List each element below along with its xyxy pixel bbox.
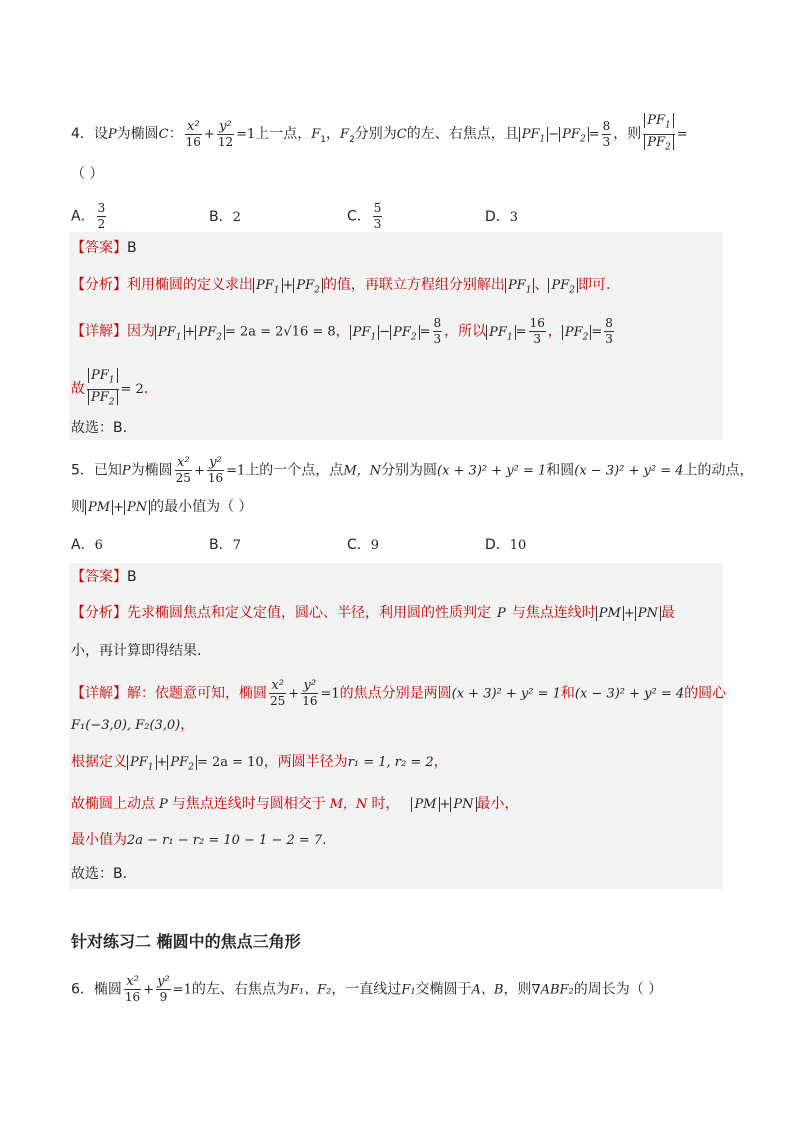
q4-option-b: B．2 [209, 208, 241, 225]
q5-option-a: A．6 [71, 537, 103, 553]
q5-minimum: 最小值为2a − r₁ − r₂ = 10 − 1 − 2 = 7. [71, 832, 327, 848]
q4-analysis: 【分析】利用椭圆的定义求出 $PF_1 + PF_2$ 的值，再联立方程组分别解出 $PF_1$ 、 $PF_2$ 即可. [71, 277, 611, 296]
q5-detail: 【详解】解：依题意可知，椭圆 $\frac{\text{x²}}{25}$ + $\frac{\text{y²}}{16}$ =1的焦点分别是两圆(x + 3)² + y² = 1和(x − 3)² + y² = 4的圆心 [71, 678, 727, 708]
q5-answer: 【答案】B [71, 569, 137, 585]
q5-stem: 5．已知P为椭圆 $\frac{\text{x²}}{25}$ + $\frac{\text{y²}}{16}$ =1上的一个点，点M，N分别为圆(x + 3)² + y² = 1和圆(x − 3)² + y² = 4上的动点， [71, 455, 754, 485]
q4-option-a: A． $\frac{3}{2}$ [71, 201, 106, 231]
q5-foci: F₁(−3,0), F₂(3,0)， [71, 717, 195, 733]
q5-option-d: D．10 [485, 537, 527, 553]
q4-option-c: C． $\frac{5}{3}$ [347, 201, 382, 231]
q5-analysis: 【分析】先求椭圆焦点和定义定值，圆心、半径，利用圆的性质判定 P 与焦点连线时 PM + PN 最 [71, 605, 675, 621]
section-heading: 针对练习二 椭圆中的焦点三角形 [71, 932, 301, 951]
q5-analysis-2: 小，再计算即得结果. [71, 643, 202, 659]
q5-option-c: C．9 [347, 537, 380, 553]
q4-frac-x: $\frac{\text{x²}}{16}$ [185, 118, 201, 149]
q4-paren: （ ） [71, 166, 104, 182]
q4-number: 4．设 [71, 126, 108, 143]
q5-move: 故椭圆上动点 P 与焦点连线时与圆相交于 M，N 时， PM + PN 最小， [71, 796, 519, 812]
q5-option-b: B．7 [209, 537, 241, 553]
q5-options [71, 535, 623, 556]
q4-ratio: $\frac{PF_1}{PF_2}$ [643, 113, 675, 155]
q4-conclusion: 故 $\frac{PF_1}{PF_2}$ = 2． [71, 368, 158, 408]
q4-stem: 4．设P为椭圆C： $\frac{\text{x²}}{16}$ + $\frac{\text{y²}}{12}$ =1上一点，$F_1$，$F_2$分别为C的左、右焦点，且 $PF_1 - PF_2$ = $\frac{8}{3}$ ，则 $\frac{PF_1}{PF_2}$ = [71, 113, 688, 155]
q4-choose: 故选：B. [71, 420, 128, 436]
q6-stem: 6．椭圆 $\frac{\text{x²}}{16}$ + $\frac{\text{y²}}{9}$ =1的左、右焦点为F₁、F₂，一直线过F₁交椭圆于A、B，则∇ABF₂的周长为（ ） [71, 974, 663, 1004]
q4-options [71, 201, 623, 232]
q5-choose: 故选：B. [71, 866, 128, 882]
q4-answer: 【答案】B [71, 240, 137, 256]
q4-frac-y: $\frac{\text{y²}}{12}$ [217, 118, 234, 149]
q4-option-d: D．3 [485, 208, 519, 225]
q5-definition: 根据定义 $PF_1 + PF_2 = 2a = 10$，两圆半径为r₁ = 1, r₂ = 2， [71, 754, 448, 773]
q4-detail: 【详解】因为 $PF_1 + PF_2 = 2a = 2√16 = 8$， $PF_1 - PF_2$ = $\frac{8}{3}$ ，所以 $PF_1$ = $\frac{16}{3}$ ， $PF_2$ = $\frac{8}{3}$ [71, 316, 613, 346]
q5-stem-2: 则 PM + PN 的最小值为（ ） [71, 499, 253, 515]
